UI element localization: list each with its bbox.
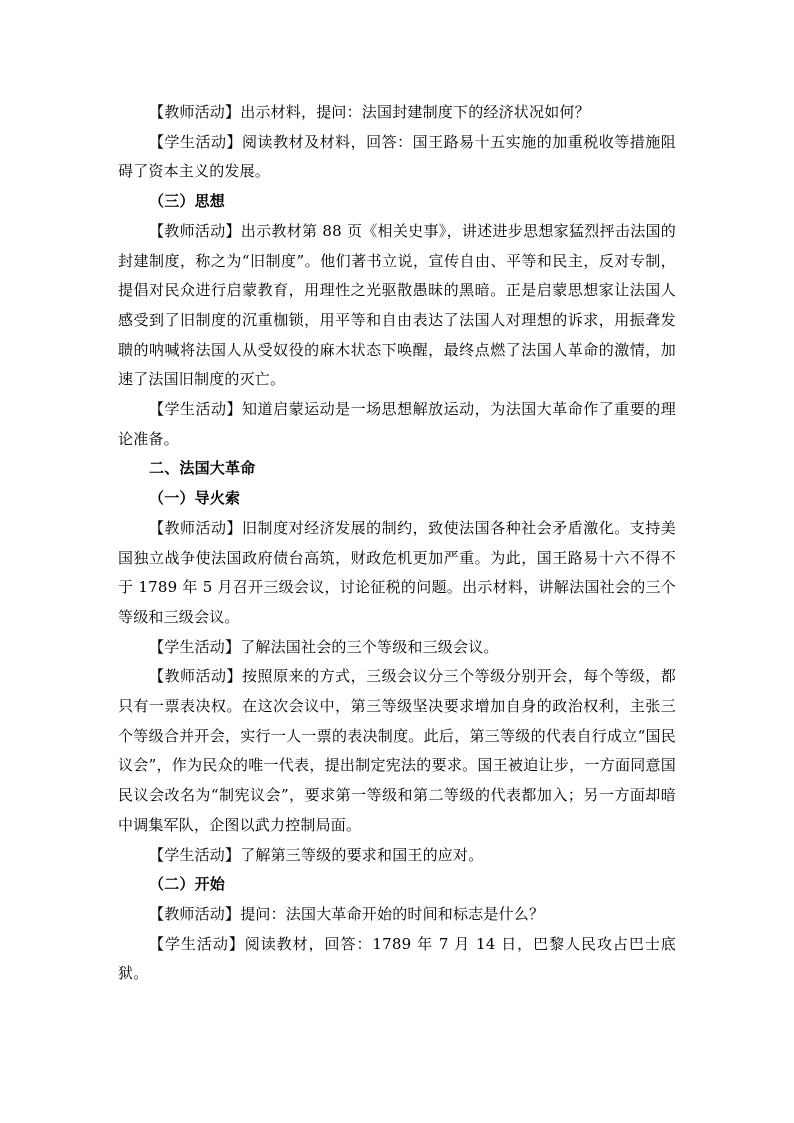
paragraph-teacher-activity-2: 【教师活动】出示教材第 88 页《相关史事》，讲述进步思想家猛烈抨击法国的封建制度，称之为“旧制度”。他们著书立说，宣传自由、平等和民主，反对专制，提倡对民众进行启蒙教育，用理性之光驱散愚昧的黑暗。正是启蒙思想家让法国人感受到了旧制度的沉重枷锁，用平等和自由表达了法国人对理想的诉求，用振聋发聩的呐喊将法国人从受奴役的麻木状态下唤醒，最终点燃了法国人革命的激情，加速了法国旧制度的灭亡。 — [118, 221, 676, 389]
section-heading-thought: （三）思想 — [149, 192, 226, 211]
paragraph-student-activity-5: 【学生活动】阅读教材，回答：1789 年 7 月 14 日，巴黎人民攻占巴士底狱。 — [118, 934, 676, 983]
paragraph-teacher-activity-5: 【教师活动】提问：法国大革命开始的时间和标志是什么？ — [149, 904, 545, 923]
paragraph-student-activity-2: 【学生活动】知道启蒙运动是一场思想解放运动，为法国大革命作了重要的理论准备。 — [118, 400, 676, 448]
section-heading-beginning: （二）开始 — [149, 875, 226, 894]
paragraph-teacher-activity-4: 【教师活动】按照原来的方式，三级会议分三个等级分别开会，每个等级，都只有一票表决权。在这次会议中，第三等级坚决要求增加自身的政治权利，主张三个等级合并开会，实行一人一票的表决制度。此后，第三等级的代表自行成立“国民议会”，作为民众的唯一代表，提出制定宪法的要求。国王被迫让步，一方面同意国民议会改名为“制宪议会”，要求第一等级和第二等级的代表都加入；另一方面却暗中调集军队，企图以武力控制局面。 — [118, 667, 676, 834]
document-page — [118, 98, 676, 989]
paragraph-teacher-activity-1: 【教师活动】出示材料，提问：法国封建制度下的经济状况如何？ — [149, 103, 590, 121]
paragraph-student-activity-3: 【学生活动】了解法国社会的三个等级和三级会议。 — [149, 637, 499, 656]
section-heading-trigger: （一）导火索 — [149, 489, 241, 508]
paragraph-student-activity-4: 【学生活动】了解第三等级的要求和国王的应对。 — [149, 845, 484, 864]
paragraph-student-activity-1: 【学生活动】阅读教材及材料，回答：国王路易十五实施的加重税收等措施阻碍了资本主义的发展。 — [118, 132, 676, 181]
section-heading-french-revolution: 二、法国大革命 — [149, 459, 256, 478]
paragraph-teacher-activity-3: 【教师活动】旧制度对经济发展的制约，致使法国各种社会矛盾激化。支持美国独立战争使法国政府债台高筑，财政危机更加严重。为此，国王路易十六不得不于 1789 年 5 月召开三级会议，讨论征税的问题。出示材料，讲解法国社会的三个等级和三级会议。 — [118, 518, 676, 626]
